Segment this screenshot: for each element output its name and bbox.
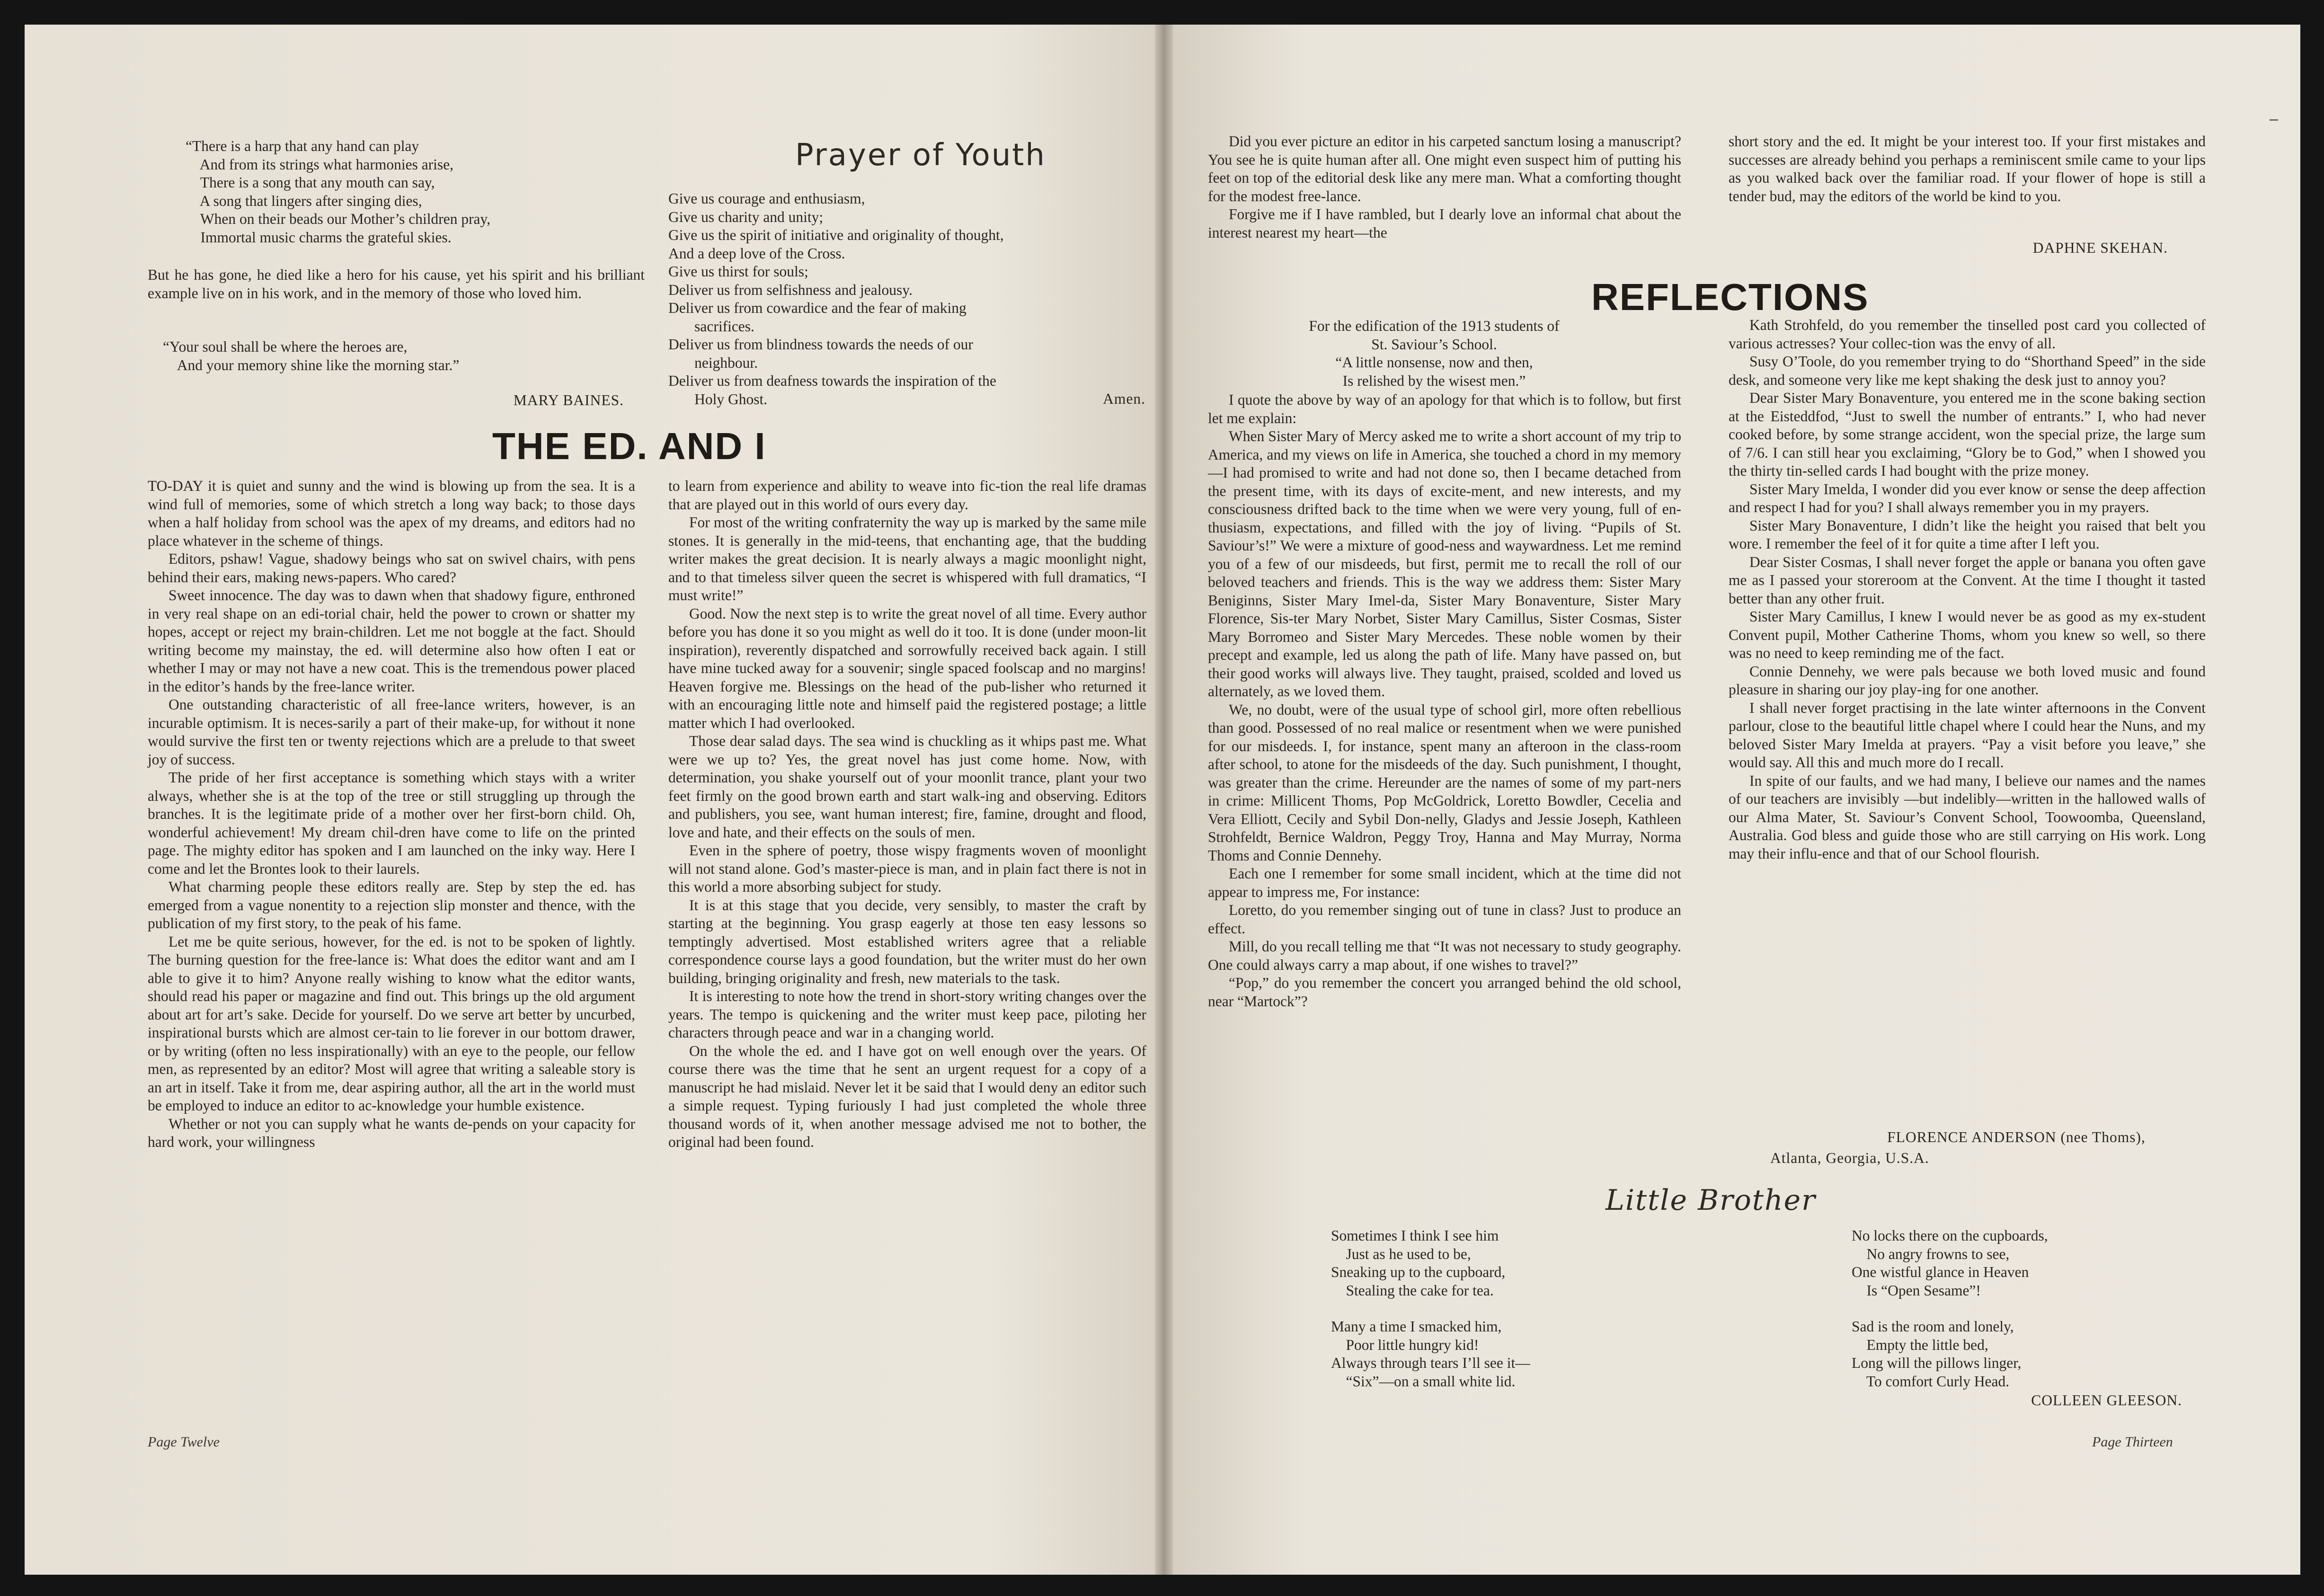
- prayer-lines: Give us courage and enthusiasm, Give us charity and unity; Give us the spirit of initiative and originality of thought, And a deep love of the Cross. Give us thirst for souls; Deliver us from selfishness and jealousy. Deliver us from cowardice and the fear of making sacrifices. Deliver us from blindness towards the needs of our neighbour. Deliver us from deafness towards the inspiration of the Holy Ghost.: [668, 190, 1004, 408]
- prayer-title: Prayer of Youth: [795, 138, 1046, 173]
- ed-continued-column-1: Did you ever picture an editor in his carpeted sanctum losing a manuscript? You see he is quite human after all. One might even suspect him of putting his feet on top of the editorial desk like any mere man. What a comforting thought for the modest free-lance. Forgive me if I have rambled, but I dearly love an informal chat about the interest nearest my heart—the: [1208, 133, 1681, 241]
- page-number-left: Page Twelve: [148, 1434, 220, 1450]
- prayer-amen: Amen.: [1103, 390, 1145, 407]
- little-brother-right-stanzas: No locks there on the cupboards, No angry frowns to see, One wistful glance in Heaven Is “Open Sesame”! Sad is the room and lonely, Empty the little bed, Long will the pillows linger, To comfort Curly Head.: [1852, 1227, 2048, 1390]
- reflections-column-2: Kath Strohfeld, do you remember the tinselled post card you collected of various actresses? Your collec-tion was the envy of all. Susy O’Toole, do you remember trying to do “Shorthand Speed” in the side desk, and someone very like me kept shaking the desk just to annoy you? Dear Sister Mary Bonaventure, you entered me in the scone baking section at the Eisteddfod, “Just to swell the number of entrants.” I, who had never cooked before, by some strange accident, won the special prize, the large sum of 7/6. I can still hear you exclaiming, “Glory be to God,” when I showed you the thirty tin-selled cards I had bought with the prize money. Sister Mary Imelda, I wonder did you ever know or sense the deep affection and respect I had for you? I shall always remember you in my prayers. Sister Mary Bonaventure, I didn’t like the height you raised that belt you wore. I remember the feel of it for quite a time after I left you. Dear Sister Cosmas, I shall never forget the apple or banana you often gave me as I passed your storeroom at the Convent. At the time I thought it tasted better than any other fruit. Sister Mary Camillus, I knew I would never be as good as my ex-student Convent pupil, Mother Catherine Thoms, whom you knew so well, so there was no need to keep reminding me of the fact. Connie Dennehy, we were pals because we both loved music and found pleasure in sharing our joy play-ing for one another. I shall never forget practising in the late winter afternoons in the Convent parlour, close to the beautiful little chapel where I could hear the Nuns, and my beloved Sister Mary Imelda at prayers. “Pay a visit before you leave,” she would say. All this and much more do I recall. In spite of our faults, and we had many, I believe our names and the names of our teachers are invisibly —but indelibly—written in the hallowed walls of our Alma Mater, St. Saviour’s Convent School, Toowoomba, Queensland, Australia. God bless and guide those who are still carrying on His work. Long may their influ-ence and that of our School flourish.: [1729, 317, 2206, 862]
- ed-author: DAPHNE SKEHAN.: [2032, 239, 2168, 256]
- reflections-dedication: For the edification of the 1913 students of St. Saviour’s School. “A little nonsense, now and then, Is relished by the wisest men.”: [1309, 318, 1560, 389]
- article-title: THE ED. AND I: [492, 425, 766, 467]
- reflections-column-1: I quote the above by way of an apology for that which is to follow, but first let me explain: When Sister Mary of Mercy asked me to write a short account of my trip to America, and my views on life in America, she touched a chord in my memory—I had promised to write and had not done so, then I became detached from the present time, with its days of excite-ment, and new interests, and my consciousness drifted back to the time when we were very young, full of en-thusiasm, expectations, and filled with the joy of living. “Pupils of St. Saviour’s!” We were a mixture of good-ness and waywardness. Let me remind you of a few of our misdeeds, but first, permit me to recall the roll of our beloved teachers and friends. This is the way we address them: Sister Mary Beniginns, Sister Mary Imel-da, Sister Mary Bonaventure, Sister Mary Florence, Sis-ter Mary Norbet, Sister Mary Camillus, Sister Cosmas, Sister Mary Borromeo and Sister Mary Mercedes. These noble women by their precept and example, led us along the path of life. Many have passed on, but their good works will always live. They taught, praised, scolded and loved us alternately, as we loved them. We, no doubt, were of the usual type of school girl, more often rebellious than good. Possessed of no real malice or resentment when we were punished for our misdeeds. I, for instance, spent many an afteroon in the class-room after school, to atone for the misdeeds of the day. Such punishment, I thought, was greater than the crime. Hereunder are the names of some of my part-ners in crime: Millicent Thoms, Pop McGoldrick, Loretto Bowdler, Cecelia and Vera Elliott, Cecily and Sybil Don-nelly, Gladys and Jessie Joseph, Kathleen Strohfeldt, Bernice Waldron, Peggy Troy, Hanna and May Murray, Norma Thoms and Connie Dennehy. Each one I remember for some small incident, which at the time did not appear to impress me, For instance: Loretto, do you remember singing out of tune in class? Just to produce an effect. Mill, do you recall telling me that “It was not necessary to study geography. One could always carry a map about, if one wishes to travel?” “Pop,” do you remember the concert you arranged behind the old school, near “Martock”?: [1208, 391, 1681, 1010]
- little-brother-left-stanzas: Sometimes I think I see him Just as he used to be, Sneaking up to the cupboard, Stealing the cake for tea. Many a time I smacked him, Poor little hungry kid! Always through tears I’ll see it— “Six”—on a small white lid.: [1331, 1227, 1530, 1390]
- closing-verse: “Your soul shall be where the heroes are, And your memory shine like the morning star.”: [163, 338, 460, 373]
- tribute-paragraph: But he has gone, he died like a hero for his cause, yet his spirit and his brilliant example live on in his work, and in the memory of those who loved him.: [148, 266, 645, 301]
- reflections-title: REFLECTIONS: [1591, 276, 1869, 318]
- page-number-right: Page Thirteen: [2092, 1434, 2173, 1450]
- reflections-location: Atlanta, Georgia, U.S.A.: [1770, 1150, 1929, 1166]
- article-column-1: TO-DAY it is quiet and sunny and the wind is blowing up from the sea. It is a wind full of memories, some of which stretch a long way back; to those days when a half holiday from school was the apex of my dreams, and editors had no place whatever in the scheme of things. Editors, pshaw! Vague, shadowy beings who sat on swivel chairs, with pens behind their ears, making news-papers. Who cared? Sweet innocence. The day was to dawn when that shadowy figure, enthroned in very real shape on an edi-torial chair, held the power to crown or shatter my hopes, accept or reject my brain-children. Let me not boggle at the fact. Should writing become my mainstay, the ed. will determine also how often I eat or whether I may or may not have a new coat. This is the tremendous power placed in the editor’s hands by the free-lance writer. One outstanding characteristic of all free-lance writers, however, is an incurable optimism. It is neces-sarily a part of their make-up, for without it none would survive the first ten or twenty rejections which are a prelude to that sweet joy of success. The pride of her first acceptance is something which stays with a writer always, whether she is at the top of the tree or still struggling up through the branches. It is the legitimate pride of a mother over her first-born child. Oh, wonderful achievement! My dream chil-dren have come to life on the printed page. The mighty editor has spoken and I am launched on the inky way. Here I come and let the Brontes look to their laurels. What charming people these editors really are. Step by step the ed. has emerged from a vague nonentity to a rejection slip monster and thence, with the publication of my first story, to the peak of his fame. Let me be quite serious, however, for the ed. is not to be spoken of lightly. The burning question for the free-lance is: What does the editor want and am I able to give it to him? Anyone really wishing to know what the editor wants, should read his paper or magazine and find out. This brings up the old argument about art for art’s sake. Decide for yourself. Do we serve art better by uncurbed, inspirational bursts which are almost cer-tain to lie forever in our bottom drawer, or by writing (often no less inspirationally) with an eye to the people, our fellow men, as represented by an editor? Most will agree that writing a saleable story is an art in itself. Take it from me, dear aspiring author, all the art in the world must be employed to induce an editor to ac-knowledge your humble existence. Whether or not you can supply what he wants de-pends on your capacity for hard work, your willingness: [148, 478, 635, 1150]
- article-column-2: to learn from experience and ability to weave into fic-tion the real life dramas that are played out in this world of ours every day. For most of the writing confraternity the way up is marked by the same mile stones. It is generally in the mid-teens, that enchanting age, that the budding writer makes the great decision. It is nearly always a magic moonlight night, and to that timeless silver queen the secret is whispered with full dramatics, “I must write!” Good. Now the next step is to write the great novel of all time. Every author before you has done it so you might as well do it too. It is done (under moon-lit inspiration), reverently dispatched and sorrowfully received back again. I still have mine tucked away for a souvenir; single spaced foolscap and no margins! Heaven forgive me. Blessings on the head of the pub-lisher who returned it with an encouraging little note and himself paid the registered postage; a little matter which I had overlooked. Those dear salad days. The sea wind is chuckling as it whips past me. What were we up to? Yes, the great novel has just come home. Now, with determination, you shake yourself out of your moonlit trance, plant your two feet firmly on the good brown earth and start walk-ing and observing. Editors and publishers, you see, want human interest; fire, famine, drought and flood, love and hate, and their effects on the souls of men. Even in the sphere of poetry, those wispy fragments woven of moonlight will not stand alone. God’s master-piece is man, and in plain fact there is not in this world a more absorbing subject for study. It is at this stage that you decide, very sensibly, to master the craft by starting at the beginning. You grasp eagerly at those ten easy lessons so temptingly advertised. Most established writers agree that a reliable correspondence course lays a good foundation, but the writer must do her own building, bringing originality and fresh, new materials to the task. It is interesting to note how the trend in short-story writing changes over the years. The tempo is quickening and the writer must keep pace, piloting her characters through peace and war in a changing world. On the whole the ed. and I have got on well enough over the years. Of course there was the time that he sent an urgent request for a copy of a manuscript he had mislaid. Never let it be said that I would deny an editor such a simple request. Typing furiously I had just completed the whole three thousand words of it, when another message advised me not to bother, the original had been found.: [668, 478, 1146, 1150]
- poem-author: MARY BAINES.: [513, 392, 624, 408]
- ed-continued-column-2: short story and the ed. It might be your interest too. If your first mistakes and successes are already behind you perhaps a reminiscent smile came to your lips as you walked back over the familiar road. If your flower of hope is still a tender bud, may the editors of the world be kind to you.: [1729, 133, 2206, 204]
- little-brother-title: Little Brother: [1606, 1184, 1816, 1217]
- binding-gutter: [1155, 25, 1173, 1575]
- reflections-author: FLORENCE ANDERSON (nee Thoms),: [1887, 1129, 2146, 1145]
- corner-mark: [2270, 119, 2278, 121]
- little-brother-author: COLLEEN GLEESON.: [2031, 1392, 2182, 1409]
- poem-end: “There is a harp that any hand can play And from its strings what harmonies arise, There is a song that any mouth can say, A song that lingers after singing dies, When on their beads our Mother’s children pray, Immortal music charms the grateful skies.: [186, 138, 491, 246]
